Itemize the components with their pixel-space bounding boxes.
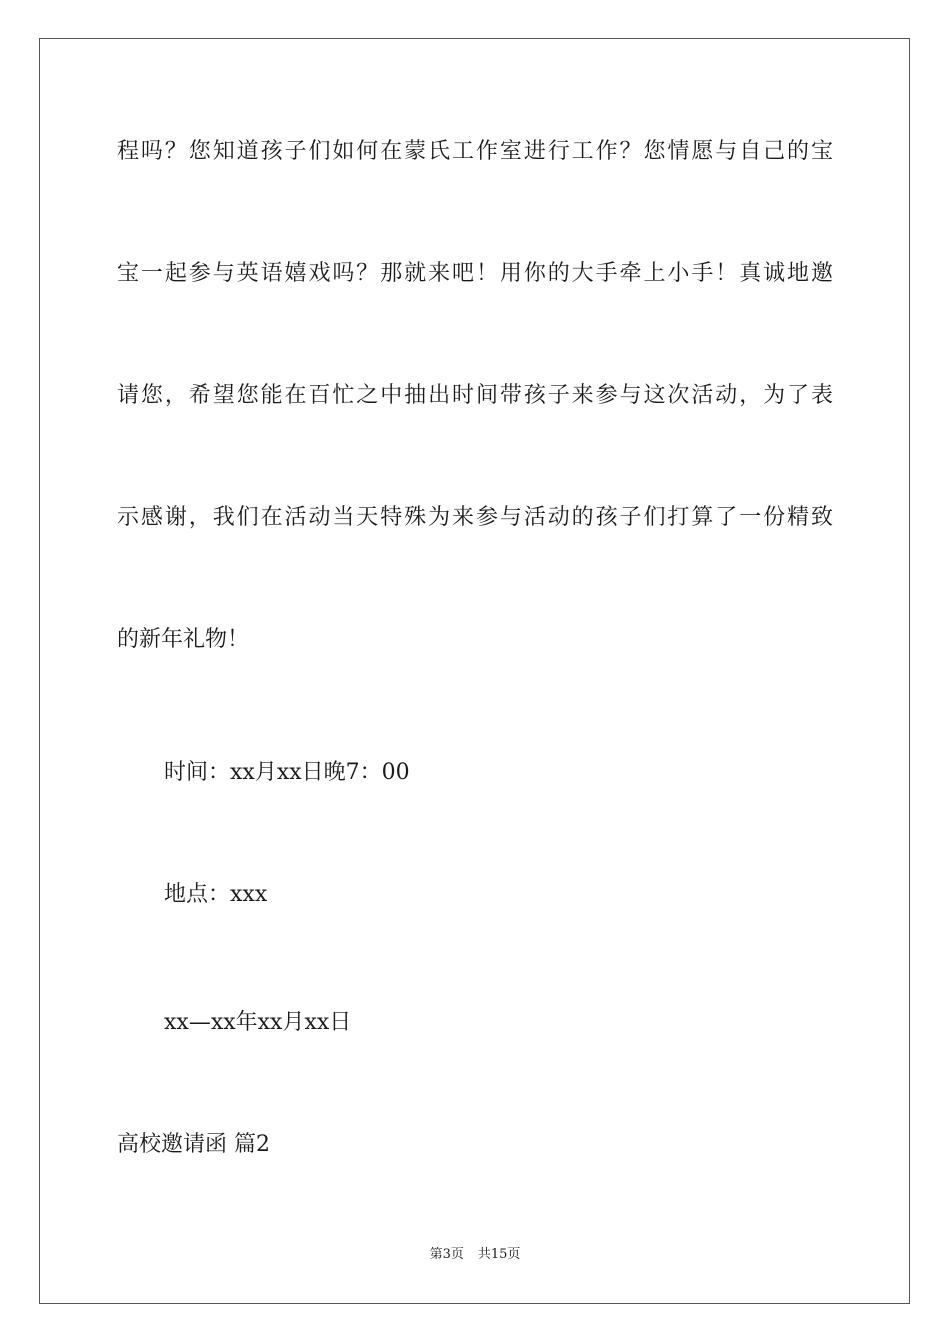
event-place: 地点：xxx [164,882,268,907]
page-footer [0,1246,950,1264]
section-title: 高校邀请函 篇2 [117,1132,270,1157]
paragraph-line-2: 宝一起参与英语嬉戏吗？那就来吧！用你的大手牵上小手！真诚地邀 [117,261,833,286]
paragraph-line-4: 示感谢，我们在活动当天特殊为来参与活动的孩子们打算了一份精致 [117,505,833,530]
paragraph-line-5: 的新年礼物！ [117,627,250,652]
page-total: 共15页 [477,1247,521,1262]
page-frame [39,38,910,1304]
event-time: 时间：xx月xx日晚7：00 [164,760,410,785]
paragraph-line-3: 请您，希望您能在百忙之中抽出时间带孩子来参与这次活动，为了表 [117,383,833,408]
paragraph-line-1: 程吗？您知道孩子们如何在蒙氏工作室进行工作？您情愿与自己的宝 [117,139,833,164]
event-date: xx—xx年xx月xx日 [164,1010,352,1035]
page-number: 第3页 [429,1247,464,1262]
